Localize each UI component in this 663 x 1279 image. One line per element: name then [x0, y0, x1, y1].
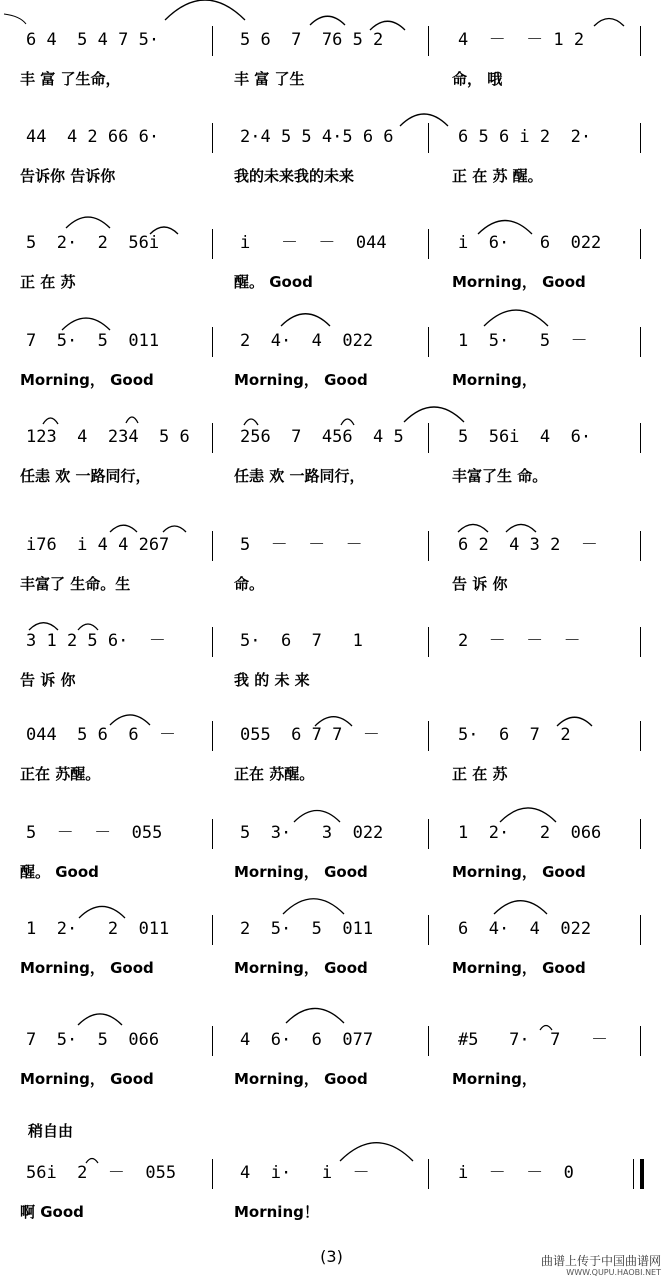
measure-notes: #5 7· 7 －	[458, 1030, 609, 1050]
lyric-line: 任恚 欢 一路同行，	[234, 467, 365, 485]
slur	[310, 16, 345, 25]
measure-notes: 3 1 2 5 6· －	[26, 631, 166, 651]
measure-notes: 2 4· 4 022	[240, 331, 374, 351]
lyric-line: 醒。 Good	[234, 273, 313, 291]
slur	[110, 715, 150, 725]
lyric-line: 正 在 苏	[452, 765, 508, 783]
lyric-line: 啊 Good	[20, 1203, 84, 1221]
lyric-line: 命， 哦	[452, 70, 503, 88]
tie-in	[4, 14, 26, 24]
measure-notes: 6 5 6 i 2 2·	[458, 127, 592, 147]
page-number: (3)	[320, 1247, 343, 1266]
slur	[458, 525, 488, 533]
measure-notes: 055 6 7 7 －	[240, 725, 380, 745]
slur	[29, 623, 58, 630]
lyric-line: Morning， Good	[452, 273, 586, 291]
slur	[150, 227, 178, 234]
measure-notes: 1 5· 5 －	[458, 331, 588, 351]
measure-notes: 44 4 2 66 6·	[26, 127, 160, 147]
slur	[315, 717, 352, 726]
measure-notes: 5 56i 4 6·	[458, 427, 592, 447]
lyric-line: Morning， Good	[234, 959, 368, 977]
lyric-line: Morning， Good	[234, 1070, 368, 1088]
lyric-line: 丰富了 生命。生	[20, 575, 131, 593]
lyric-line: Morning， Good	[234, 371, 368, 389]
slur	[594, 19, 624, 27]
slur	[557, 717, 592, 726]
lyric-line: Morning， Good	[20, 959, 154, 977]
slur	[281, 314, 330, 326]
lyric-line: Morning！	[234, 1203, 319, 1221]
lyric-line: Morning， Good	[234, 863, 368, 881]
measure-notes: 5 2· 2 56i	[26, 233, 160, 253]
lyric-line: 任恚 欢 一路同行，	[20, 467, 151, 485]
lyric-line: 正在 苏醒。	[234, 765, 315, 783]
slur	[165, 0, 245, 20]
slur	[79, 907, 125, 919]
measure-notes: 256 7 456 4 5	[240, 427, 404, 447]
measure-notes: 6 2 4 3 2 －	[458, 535, 598, 555]
lyric-line: Morning，	[452, 371, 537, 389]
slur	[370, 21, 405, 30]
measure-notes: 5 6 7 76 5 2	[240, 30, 384, 50]
measure-notes: 5 － － －	[240, 535, 363, 555]
slur	[62, 318, 110, 330]
slur	[506, 525, 536, 533]
slur	[484, 310, 548, 326]
slur	[110, 525, 137, 532]
watermark: 曲谱上传于中国曲谱网	[540, 1254, 661, 1268]
measure-notes: 2·4 5 5 4·5 6 6	[240, 127, 394, 147]
slur	[244, 419, 258, 425]
measure-notes: 4 i· i －	[240, 1163, 370, 1183]
measure-notes: 5 － － 055	[26, 823, 163, 843]
measure-notes: 044 5 6 6 －	[26, 725, 177, 745]
lyric-line: 丰 富 了生	[234, 70, 305, 88]
lyric-line: 告 诉 你	[20, 671, 76, 689]
slur	[294, 811, 340, 823]
lyric-line: 命。	[234, 575, 265, 593]
measure-notes: 1 2· 2 066	[458, 823, 602, 843]
lyric-line: Morning，	[452, 1070, 537, 1088]
measure-notes: i 6· 6 022	[458, 233, 602, 253]
lyric-line: 我的未来我的未来	[234, 167, 355, 185]
measure-notes: 4 － － 1 2	[458, 30, 585, 50]
lyric-line: 告 诉 你	[452, 575, 508, 593]
lyric-line: Morning， Good	[452, 959, 586, 977]
fermata	[86, 1159, 98, 1164]
measure-notes: 56i 2 － 055	[26, 1163, 177, 1183]
measure-notes: 1 2· 2 011	[26, 919, 170, 939]
measure-notes: 6 4· 4 022	[458, 919, 592, 939]
measure-notes: 5· 6 7 2	[458, 725, 571, 745]
fermata	[540, 1026, 552, 1031]
slur	[404, 407, 464, 422]
slur	[78, 1014, 122, 1025]
measure-notes: 2 5· 5 011	[240, 919, 374, 939]
measure-notes: 7 5· 5 066	[26, 1030, 160, 1050]
measure-notes: 2 － － －	[458, 631, 581, 651]
lyric-line: 丰 富 了生命，	[20, 70, 121, 88]
lyric-line: 正在 苏醒。	[20, 765, 101, 783]
slur	[340, 1143, 413, 1161]
slur	[286, 1009, 344, 1024]
slur	[78, 624, 98, 630]
lyric-line: 正 在 苏 醒。	[452, 167, 543, 185]
slur	[283, 899, 344, 914]
slur	[66, 217, 110, 228]
slur	[478, 221, 532, 235]
measure-notes: 7 5· 5 011	[26, 331, 160, 351]
slur	[126, 417, 138, 423]
slur	[494, 901, 547, 914]
lyric-line: 醒。 Good	[20, 863, 99, 881]
slur	[43, 418, 58, 424]
slur	[341, 419, 354, 425]
slur	[400, 114, 448, 126]
measure-notes: i － － 0	[458, 1163, 574, 1183]
lyric-line: Morning， Good	[20, 1070, 154, 1088]
measure-notes: i － － 044	[240, 233, 387, 253]
lyric-line: 告诉你 告诉你	[20, 167, 116, 185]
measure-notes: 5 3· 3 022	[240, 823, 384, 843]
lyric-line: 丰富了生 命。	[452, 467, 548, 485]
measure-notes: 4 6· 6 077	[240, 1030, 374, 1050]
slur	[500, 808, 556, 822]
measure-notes: 123 4 234 5 6	[26, 427, 190, 447]
measure-notes: 5· 6 7 1	[240, 631, 363, 651]
measure-notes: 6 4 5 4 7 5·	[26, 30, 160, 50]
lyric-line: 正 在 苏	[20, 273, 76, 291]
lyric-line: 我 的 未 来	[234, 671, 310, 689]
lyric-line: Morning， Good	[20, 371, 154, 389]
tempo-marking: 稍自由	[28, 1122, 74, 1140]
measure-notes: i76 i 4 4 267	[26, 535, 170, 555]
slur	[163, 526, 186, 532]
watermark-url: WWW.QUPU.HAOBI.NET	[566, 1268, 661, 1277]
lyric-line: Morning， Good	[452, 863, 586, 881]
